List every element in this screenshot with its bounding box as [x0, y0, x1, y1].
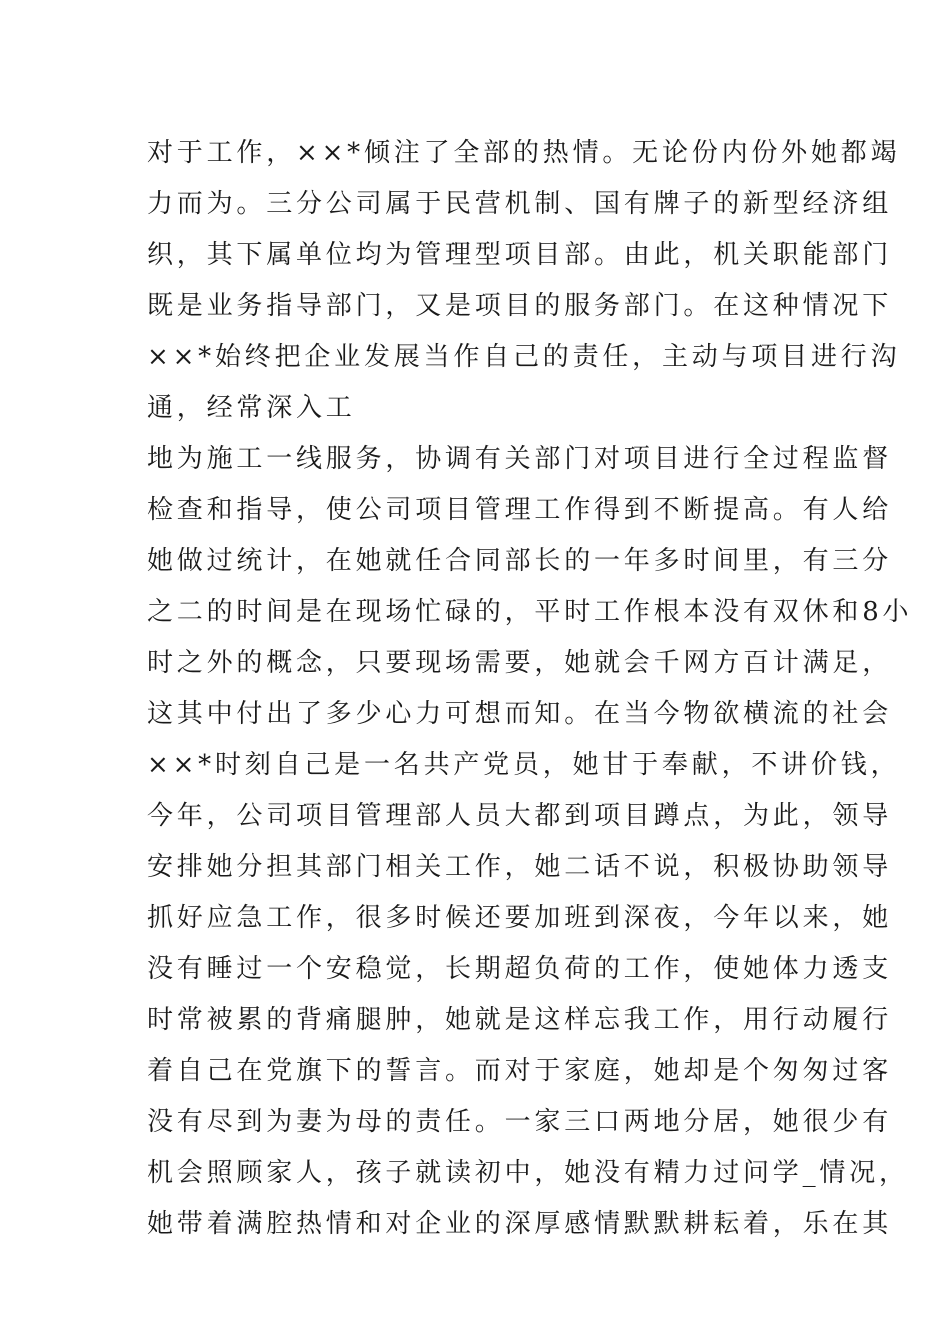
text-line: 抓好应急工作，很多时候还要加班到深夜，今年以来，她 — [147, 903, 893, 933]
text-line: 时常被累的背痛腿肿，她就是这样忘我工作，用行动履行 — [147, 1005, 893, 1035]
text-line: 对于工作，××*倾注了全部的热情。无论份内份外她都竭 — [147, 138, 901, 168]
text-line: 地为施工一线服务，协调有关部门对项目进行全过程监督 — [147, 444, 893, 474]
text-line: 通，经常深入工 — [147, 393, 356, 423]
text-line: 织，其下属单位均为管理型项目部。由此，机关职能部门 — [147, 240, 893, 270]
text-line: 机会照顾家人，孩子就读初中，她没有精力过问学_情况， — [147, 1158, 909, 1188]
text-line: 这其中付出了多少心力可想而知。在当今物欲横流的社会 — [147, 699, 893, 729]
text-line: 检查和指导，使公司项目管理工作得到不断提高。有人给 — [147, 495, 893, 525]
text-line: 力而为。三分公司属于民营机制、国有牌子的新型经济组 — [147, 189, 893, 219]
text-line: 着自己在党旗下的誓言。而对于家庭，她却是个匆匆过客 — [147, 1056, 893, 1086]
text-line: 她带着满腔热情和对企业的深厚感情默默耕耘着，乐在其 — [147, 1209, 893, 1239]
text-line: 既是业务指导部门，又是项目的服务部门。在这种情况下 — [147, 291, 893, 321]
text-line: 她做过统计，在她就任合同部长的一年多时间里，有三分 — [147, 546, 893, 576]
text-line: 没有尽到为妻为母的责任。一家三口两地分居，她很少有 — [147, 1107, 893, 1137]
text-line: 时之外的概念，只要现场需要，她就会千网方百计满足， — [147, 648, 893, 678]
text-line: ××*时刻自己是一名共产党员，她甘于奉献，不讲价钱， — [147, 750, 901, 780]
text-line: 之二的时间是在现场忙碌的，平时工作根本没有双休和8小 — [147, 597, 913, 627]
text-line: 今年，公司项目管理部人员大都到项目蹲点，为此，领导 — [147, 801, 893, 831]
text-line: 安排她分担其部门相关工作，她二话不说，积极协助领导 — [147, 852, 893, 882]
text-line: ××*始终把企业发展当作自己的责任，主动与项目进行沟 — [147, 342, 901, 372]
body-text — [147, 128, 913, 1250]
text-line: 没有睡过一个安稳觉，长期超负荷的工作，使她体力透支 — [147, 954, 893, 984]
